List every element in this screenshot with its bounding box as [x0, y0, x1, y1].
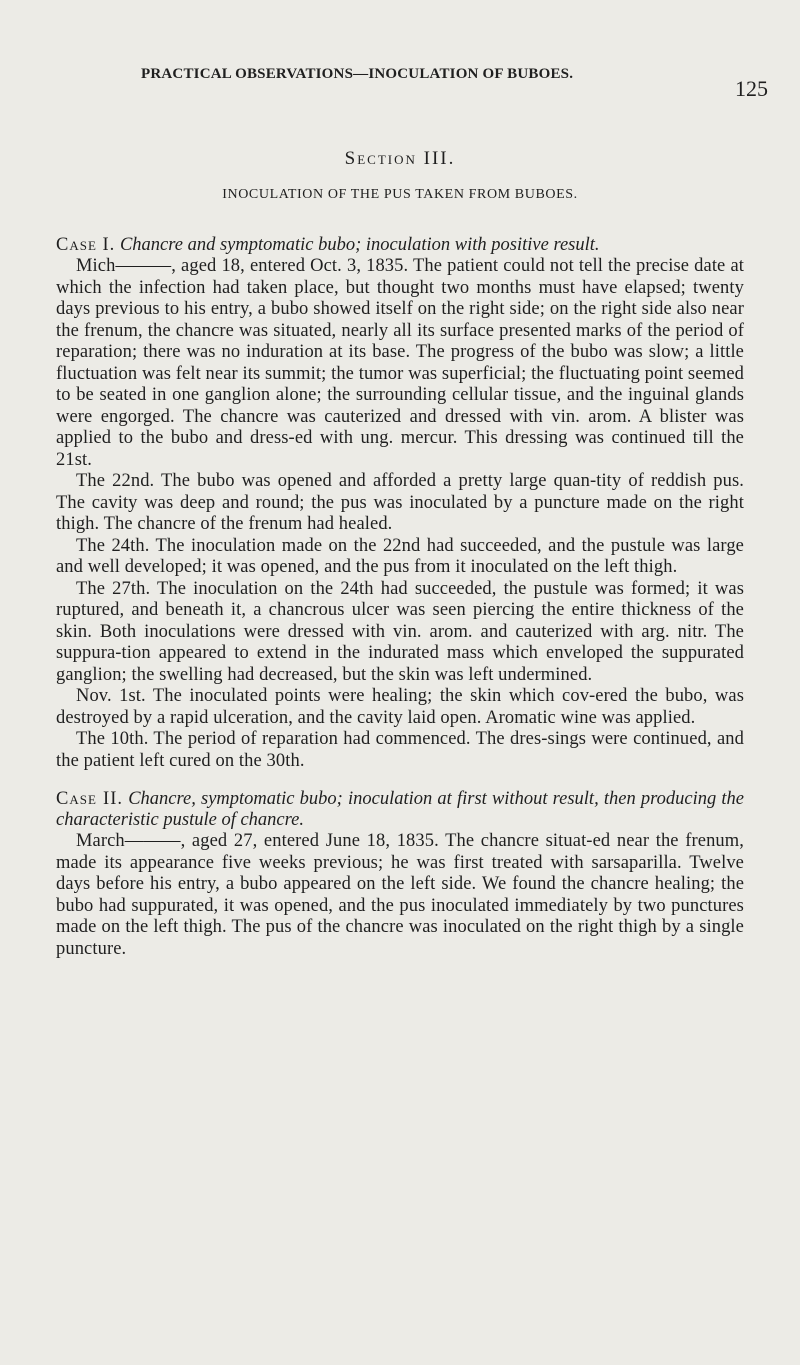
case-label: Case I.: [56, 235, 116, 255]
case-heading: [56, 789, 744, 831]
section-subtitle: INOCULATION OF THE PUS TAKEN FROM BUBOES.: [222, 187, 578, 202]
paragraph: The 10th. The period of reparation had commenced. The dres-sings were continued, and the patient left cured on the 30th.: [56, 729, 744, 771]
running-head: PRACTICAL OBSERVATIONS—INOCULATION OF BUBOES.: [141, 66, 574, 82]
case-title: Chancre, symptomatic bubo; inoculation at first without result, then producing the characteristic pustule of chancre.: [56, 789, 744, 830]
case-label: Case II.: [56, 789, 124, 809]
paragraph: Mich———, aged 18, entered Oct. 3, 1835. The patient could not tell the precise date at which the infection had taken place, but thought two months must have elapsed; twenty days previous to his entry, a bubo showed itself on the right side; on the right side also near the frenum, the chancre was situated, nearly all its surface presented marks of the period of reparation; there was no induration at its base. The progress of the bubo was slow; a little fluctuation was felt near its summit; the tumor was superficial; the fluctuating point seemed to be seated in one ganglion alone; the surrounding cellular tissue, and the inguinal glands were engorged. The chancre was cauterized and dressed with vin. arom. A blister was applied to the bubo and dress-ed with ung. mercur. This dressing was continued till the 21st.: [56, 256, 744, 470]
paragraph: March———, aged 27, entered June 18, 1835. The chancre situat-ed near the frenum, made its appearance five weeks previous; he was first treated with sarsaparilla. Twelve days before his entry, a bubo appeared on the left side. We found the chancre healing; the bubo had suppurated, it was opened, and the pus inoculated immediately by two punctures made on the left thigh. The pus of the chancre was inoculated on the right thigh by a single puncture.: [56, 831, 744, 959]
main-text: [56, 218, 744, 960]
section-title: Section III.: [344, 148, 456, 169]
paragraph: The 27th. The inoculation on the 24th had succeeded, the pustule was formed; it was ruptured, and beneath it, a chancrous ulcer was seen piercing the entire thickness of the skin. Both inoculations were dressed with vin. arom. and cauterized with arg. nitr. The suppura-tion appeared to extend in the indurated mass which enveloped the suppurated ganglion; the swelling had decreased, but the skin was left undermined.: [56, 578, 744, 685]
case-heading: [56, 235, 744, 256]
page-number: 125: [735, 76, 768, 101]
paragraph: Nov. 1st. The inoculated points were healing; the skin which cov-ered the bubo, was destroyed by a rapid ulceration, and the cavity laid open. Aromatic wine was applied.: [56, 686, 744, 728]
paragraph: The 22nd. The bubo was opened and afforded a pretty large quan-tity of reddish pus. The cavity was deep and round; the pus was inoculated by a puncture made on the right thigh. The chancre of the frenum had healed.: [56, 471, 744, 534]
case-title: Chancre and symptomatic bubo; inoculation with positive result.: [119, 235, 600, 255]
paragraph: The 24th. The inoculation made on the 22nd had succeeded, and the pustule was large and well developed; it was opened, and the pus from it inoculated on the left thigh.: [56, 535, 744, 577]
